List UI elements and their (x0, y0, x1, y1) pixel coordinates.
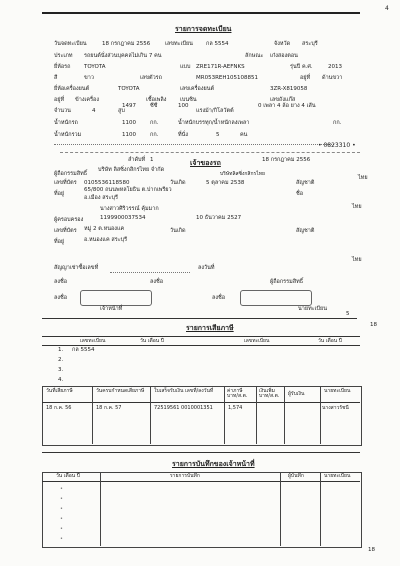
val-name: นางสาวศิริวรรณ์ คุ้มมาก (100, 206, 159, 212)
officer-stamp (80, 290, 152, 306)
tax-row-4-num: 4. (58, 377, 64, 383)
lbl-total-unit: กก. (150, 132, 159, 138)
lbl-card-2: เลขที่บัตร (54, 228, 77, 234)
tax-table-header-rule (42, 402, 360, 403)
val-holder-short: บริษัทลิสซิ่งกสิกรไทย (220, 171, 265, 177)
lbl-seq: ลำดับที่ (128, 157, 146, 163)
tax-col-amount: ค่าภาษี บาท/ส.ต. (227, 388, 248, 399)
val-dob: 5 ตุลาคม 2538 (206, 180, 245, 186)
page-number: 4 (385, 5, 389, 12)
officer-row-bullet: • (60, 496, 63, 502)
lbl-nationality-2: สัญชาติ (296, 228, 315, 234)
lbl-gas-tank: เลขถังแก๊ส (270, 97, 296, 103)
reg-title: รายการจดทะเบียน (175, 25, 232, 33)
lbl-cylinders: จำนวน (54, 108, 71, 114)
tax-d-registrar: นางสาวรัชนี (322, 405, 349, 411)
val-cc: 1497 (122, 103, 136, 109)
lbl-dob: วันเกิด (170, 180, 186, 186)
lbl-year: รุ่นปี ค.ศ. (290, 64, 313, 70)
tax-row-2-num: 2. (58, 357, 64, 363)
tax-col-sep-6 (320, 386, 321, 444)
lbl-load: น้ำหนักบรรทุก/น้ำหนักลงเพลา (178, 120, 250, 126)
lbl-seats-unit: คน (240, 132, 248, 138)
val-address-2: อ.เมือง สระบุรี (84, 195, 119, 201)
officer-row-bullet: • (60, 536, 63, 542)
lbl-sign-mid: ลงชื่อ (150, 279, 164, 285)
tax-summary-top (42, 336, 360, 337)
lbl-weight-unit: กก. (150, 120, 159, 126)
officer-col-sep-2 (280, 472, 281, 546)
val-province: สระบุรี (302, 41, 318, 47)
val-plate: กล 5554 (206, 41, 229, 47)
lbl-nationality: สัญชาติ (296, 180, 315, 186)
cut-line (60, 152, 360, 153)
officer-row-bullet: • (60, 486, 63, 492)
val-hp: 100 (178, 103, 189, 109)
top-rule (42, 12, 360, 14)
lbl-address-2: ที่อยู่ (54, 239, 65, 245)
tax-col-registrar: นายทะเบียน (324, 388, 351, 394)
tax-col-sep-3 (224, 386, 225, 444)
officer-col-registrar: นายทะเบียน (324, 473, 351, 479)
val-owner-date: 18 กรกฎาคม 2556 (262, 157, 311, 163)
lbl-engine-brand: ยี่ห้อเครื่องยนต์ (54, 86, 90, 92)
val-holder: บริษัท ลิสซิ่งกสิกรไทย จำกัด (98, 167, 165, 173)
officer-row-bullet: • (60, 526, 63, 532)
owner-page-num: 5 (346, 311, 350, 317)
lbl-possessor: ผู้ครอบครอง (54, 217, 84, 223)
tax-h-date-1: วัน เดือน ปี (140, 338, 164, 344)
tax-title: รายการเสียภาษี (186, 324, 234, 332)
lbl-holder: ผู้ถือกรรมสิทธิ์ (54, 171, 88, 177)
lbl-engine-at: อยู่ที่ (54, 97, 65, 103)
lbl-sign-officer: ลงชื่อ (54, 295, 68, 301)
val-nationality: ไทย (358, 175, 368, 181)
lbl-registrar: นายทะเบียน (298, 306, 328, 312)
val-name-nat: ไทย (352, 204, 362, 210)
tax-summary-sep (42, 345, 360, 346)
officer-col-sep-1 (100, 472, 101, 546)
val-brand: TOYOTA (84, 64, 106, 70)
serial-number: • 0823310 • (318, 142, 356, 149)
reg-dotted-line (54, 144, 334, 145)
lbl-total-weight: น้ำหนักรวม (54, 132, 82, 138)
lbl-seats: ที่นั่ง (178, 132, 189, 138)
val-color: ขาว (84, 75, 94, 81)
officer-col-recorder: ผู้บันทึก (288, 473, 304, 479)
lbl-cyl-unit: สูบ (118, 108, 125, 114)
lbl-style: ลักษณะ (245, 53, 264, 59)
val-fuel: เบนซิน (180, 97, 197, 103)
val-nat-3: ไทย (352, 257, 362, 263)
val-possessor-id: 1199900037534 (100, 215, 146, 221)
tax-d-due: 18 ก.ค. 57 (96, 405, 122, 411)
officer-col-record: รายการบันทึก (170, 473, 200, 479)
lbl-dob-2: วันเกิด (170, 228, 186, 234)
owner-bottom-rule (42, 318, 357, 319)
lbl-hp: แรงม้า/กิโลวัตต์ (196, 108, 234, 114)
officer-col-sep-3 (320, 472, 321, 546)
tax-row-3-num: 3. (58, 367, 64, 373)
tax-d-receipt: 72519561 0010001351 (154, 405, 213, 411)
tax-col-sep-1 (92, 386, 93, 444)
val-possessor-dob: 10 ธันวาคม 2527 (196, 215, 242, 221)
val-cylinders: 4 (92, 108, 96, 114)
registrar-stamp (240, 290, 312, 306)
lbl-chassis-at: อยู่ที่ (300, 75, 311, 81)
tax-page-num: 18 (370, 322, 377, 328)
officer-row-bullet: • (60, 506, 63, 512)
lbl-sign-left: ลงชื่อ (54, 279, 68, 285)
val-reg-date: 18 กรกฎาคม 2556 (102, 41, 151, 47)
tax-d-paid: 18 ก.ค. 56 (46, 405, 72, 411)
officer-header-rule (42, 481, 360, 482)
lbl-fuel: เชื้อเพลิง (146, 97, 167, 103)
lbl-province: จังหวัด (274, 41, 291, 47)
lbl-load-unit: กก. (333, 120, 342, 126)
val-year: 2013 (328, 64, 342, 70)
lbl-contract-date: ลงวันที่ (198, 265, 215, 271)
tax-col-surcharge: เงินเพิ่ม บาท/ส.ต. (259, 388, 280, 399)
tax-h-plate-2: เลขทะเบียน (244, 338, 270, 344)
tax-h-date-2: วัน เดือน ปี (318, 338, 342, 344)
lbl-chassis: เลขตัวรถ (140, 75, 162, 81)
tax-col-sep-2 (150, 386, 151, 444)
lbl-sign-registrar: ลงชื่อ (212, 295, 226, 301)
lbl-holder-sign: ผู้ถือกรรมสิทธิ์ (270, 279, 304, 285)
tax-col-due-date: วันครบกำหนดเสียภาษี (96, 388, 145, 394)
officer-row-bullet: • (60, 516, 63, 522)
lbl-brand: ยี่ห้อรถ (54, 64, 71, 70)
tax-col-sep-4 (256, 386, 257, 444)
contract-line (110, 272, 190, 273)
val-chassis: MR053REH105108851 (196, 75, 258, 81)
lbl-engine-no: เลขเครื่องยนต์ (180, 86, 215, 92)
val-address-3: อ.หนองแค สระบุรี (84, 237, 128, 243)
lbl-address: ที่อยู่ (54, 191, 65, 197)
tax-col-receipt: ใบเสร็จรับเงิน เลขที่/ลงวันที่ (154, 388, 214, 394)
val-card-2: หมู่ 2 ต.หนองแค (84, 226, 125, 232)
val-type: รถยนต์นั่งส่วนบุคคลไม่เกิน 7 คน (84, 53, 162, 59)
val-chassis-at: ด้านขวา (322, 75, 343, 81)
tax-col-receiver: ผู้รับเงิน (288, 391, 305, 397)
lbl-model: แบบ (180, 64, 191, 70)
val-model: ZRE171R-AEFNKS (196, 64, 245, 70)
tax-d-amount: 1,574 (228, 405, 243, 411)
val-address: 65/800 ถนนพหลโยธิน ต.ปากเพรียว (84, 187, 172, 193)
lbl-type: ประเภท (54, 53, 73, 59)
tax-table (42, 386, 362, 446)
tax-col-paid-date: วันที่เสียภาษี (46, 388, 73, 394)
val-seats: 5 (216, 132, 220, 138)
val-engine-brand: TOYOTA (118, 86, 140, 92)
lbl-reg-date: วันจดทะเบียน (54, 41, 87, 47)
val-id: 0105536118580 (84, 180, 130, 186)
lbl-contract: สัญญาเช่าซื้อเลขที่ (54, 265, 99, 271)
tax-h-plate-1: เลขทะเบียน (80, 338, 106, 344)
lbl-officer: เจ้าหน้าที่ (100, 306, 123, 312)
lbl-cc: ซีซี (150, 103, 158, 109)
val-total-weight: 1100 (122, 132, 136, 138)
val-engine-at: ข้างเครื่อง (75, 97, 100, 103)
tax-row-1-num: 1. (58, 347, 64, 353)
tax-bottom-rule (42, 452, 360, 453)
lbl-id: เลขที่บัตร (54, 180, 77, 186)
val-axles: 0 เพลา 4 ล้อ ยาง 4 เส้น (258, 103, 316, 109)
lbl-name: ชื่อ (296, 191, 304, 197)
owner-title: เจ้าของรถ (190, 159, 221, 167)
tax-row-1-plate: กล 5554 (72, 347, 95, 353)
val-engine-no: 3ZR-X819058 (270, 86, 308, 92)
val-weight: 1100 (122, 120, 136, 126)
lbl-plate: เลขทะเบียน (165, 41, 193, 47)
val-seq: 1 (150, 157, 154, 163)
officer-table (42, 472, 362, 548)
lbl-weight: น้ำหนักรถ (54, 120, 78, 126)
tax-col-sep-5 (284, 386, 285, 444)
officer-col-date: วัน เดือน ปี (56, 473, 80, 479)
val-style: เก๋งสองตอน (270, 53, 298, 59)
bottom-page-num: 18 (368, 547, 375, 553)
lbl-color: สี (54, 75, 58, 81)
officer-title: รายการบันทึกของเจ้าหน้าที่ (172, 460, 255, 468)
